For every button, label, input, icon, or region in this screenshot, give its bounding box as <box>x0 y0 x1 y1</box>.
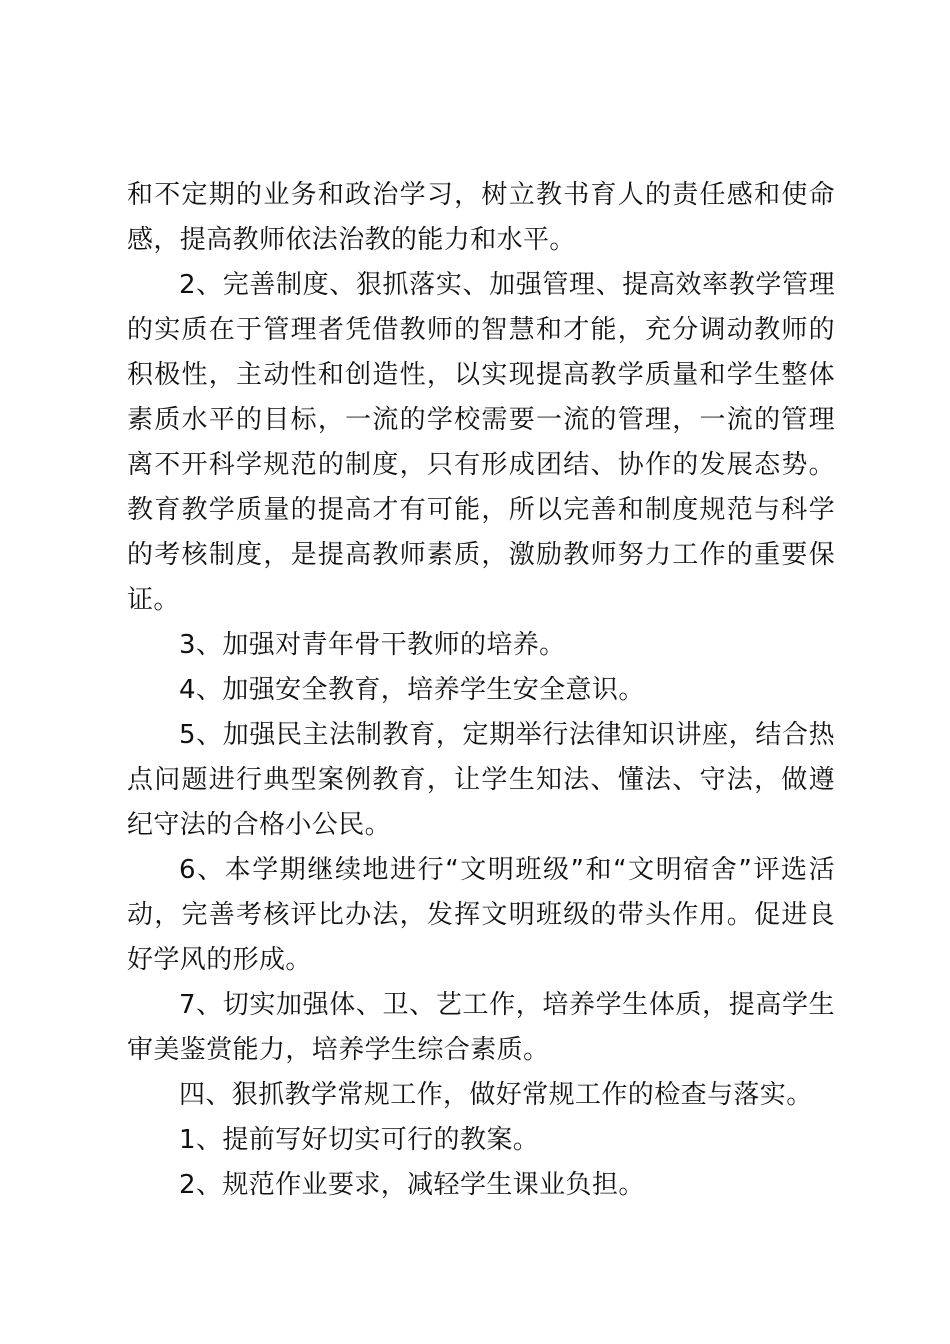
document-body <box>127 173 835 1208</box>
paragraph-item-6: 6、本学期继续地进行“文明班级”和“文明宿舍”评选活动，完善考核评比办法，发挥文明班级的带头作用。促进良好学风的形成。 <box>127 855 835 975</box>
section-heading-four: 四、狠抓教学常规工作，做好常规工作的检查与落实。 <box>179 1080 813 1110</box>
paragraph-subitem-2: 2、规范作业要求，减轻学生课业负担。 <box>179 1170 645 1200</box>
paragraph-continuation: 和不定期的业务和政治学习，树立教书育人的责任感和使命感，提高教师依法治教的能力和水平。 <box>127 180 835 255</box>
paragraph-item-4: 4、加强安全教育，培养学生安全意识。 <box>179 675 645 705</box>
paragraph-item-3: 3、加强对青年骨干教师的培养。 <box>179 630 566 660</box>
paragraph-item-2: 2、完善制度、狠抓落实、加强管理、提高效率教学管理的实质在于管理者凭借教师的智慧和才能，充分调动教师的积极性，主动性和创造性，以实现提高教学质量和学生整体素质水平的目标，一流的学校需要一流的管理，一流的管理离不开科学规范的制度，只有形成团结、协作的发展态势。教育教学质量的提高才有可能，所以完善和制度规范与科学的考核制度，是提高教师素质，激励教师努力工作的重要保证。 <box>127 270 835 615</box>
paragraph-item-7: 7、切实加强体、卫、艺工作，培养学生体质，提高学生审美鉴赏能力，培养学生综合素质。 <box>127 990 835 1065</box>
paragraph-subitem-1: 1、提前写好切实可行的教案。 <box>179 1125 540 1155</box>
paragraph-item-5: 5、加强民主法制教育，定期举行法律知识讲座，结合热点问题进行典型案例教育，让学生知法、懂法、守法，做遵纪守法的合格小公民。 <box>127 720 835 840</box>
